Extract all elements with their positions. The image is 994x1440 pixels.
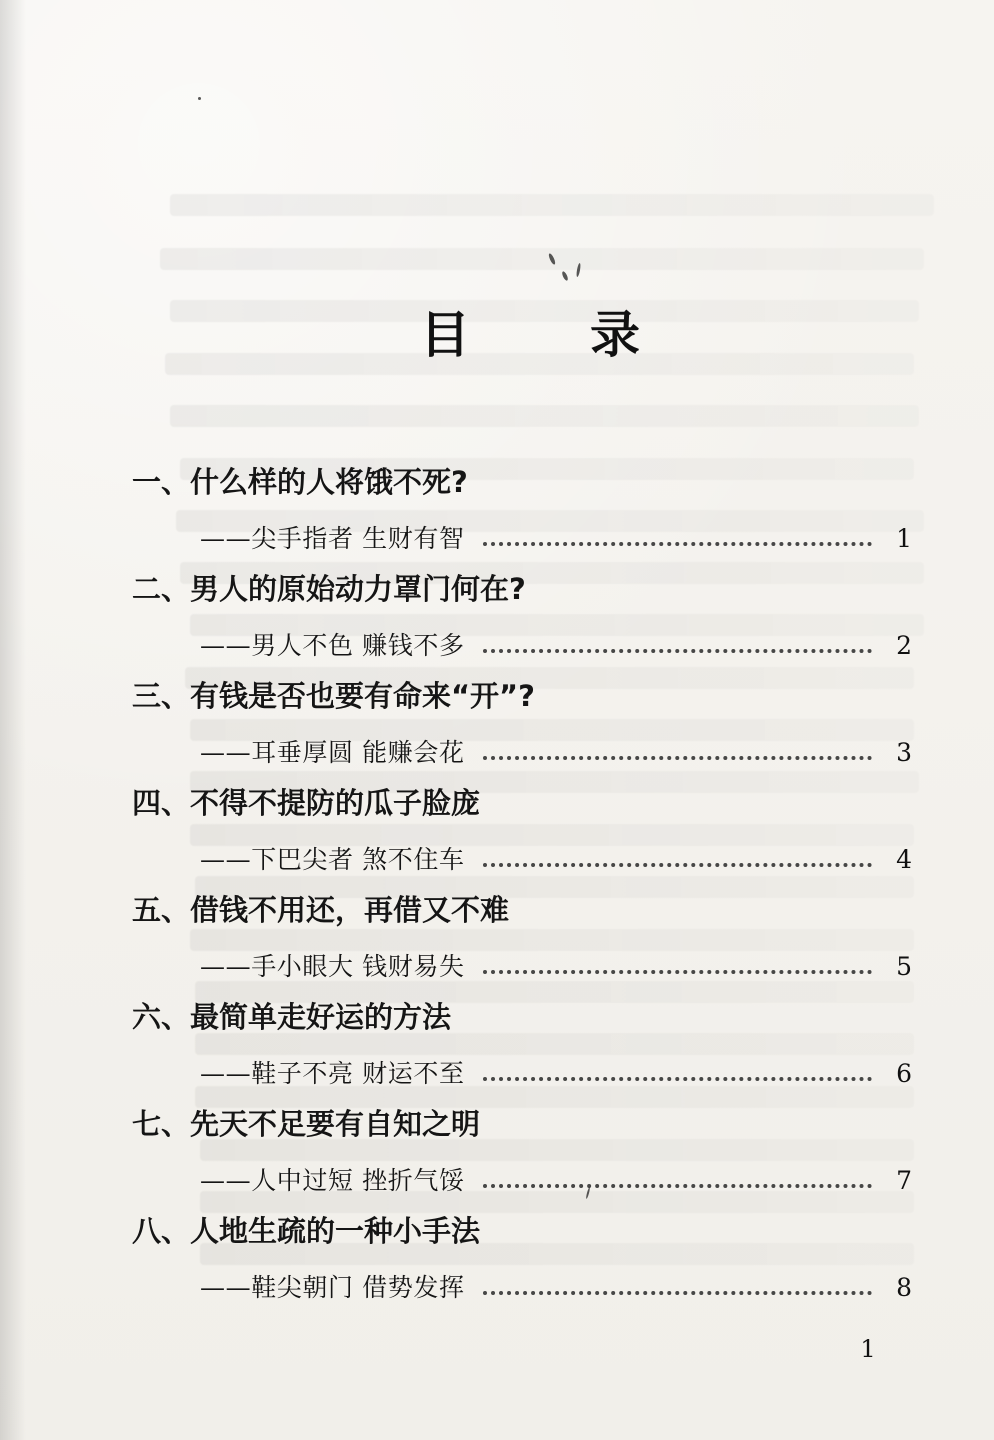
toc-entry-subline	[200, 954, 912, 979]
toc-entry-title: 八、人地生疏的一种小手法	[132, 1214, 481, 1248]
toc-page-number: 2	[896, 631, 912, 660]
dot-leader	[483, 970, 872, 974]
toc-entry-title: 六、最简单走好运的方法	[132, 1000, 452, 1034]
toc-entry-subline	[200, 1061, 912, 1086]
toc-entry-subtitle: ——男人不色 赚钱不多	[200, 631, 465, 660]
toc-page-number: 8	[896, 1273, 912, 1302]
footer-page-number: 1	[860, 1335, 876, 1363]
toc-page-number: 6	[896, 1059, 912, 1088]
toc-entry-title: 七、先天不足要有自知之明	[132, 1107, 481, 1141]
dot-leader	[483, 1291, 872, 1295]
dot-leader	[483, 649, 872, 653]
toc-entry-subtitle: ——下巴尖者 煞不住车	[200, 845, 465, 874]
toc-entry-subtitle: ——鞋子不亮 财运不至	[200, 1059, 465, 1088]
page-title-char-2: 录	[590, 305, 640, 364]
toc-entry-subline	[200, 633, 912, 658]
toc-entry-7	[132, 1107, 922, 1217]
toc-entry-title: 二、男人的原始动力罩门何在?	[132, 572, 526, 606]
toc-entry-subtitle: ——手小眼大 钱财易失	[200, 952, 465, 981]
toc-entry-title: 五、借钱不用还，再借又不难	[132, 893, 510, 927]
toc-page-number: 4	[896, 845, 912, 874]
toc-entry-subline	[200, 740, 912, 765]
toc-page-number: 5	[896, 952, 912, 981]
paper-speck	[576, 263, 581, 277]
page-title	[420, 300, 640, 370]
toc-entry-6	[132, 1000, 922, 1110]
dot-leader	[483, 542, 872, 546]
toc-entry-title: 四、不得不提防的瓜子脸庞	[132, 786, 481, 820]
paper-speck	[198, 97, 201, 100]
dot-leader	[483, 863, 872, 867]
toc-entry-title: 一、什么样的人将饿不死?	[132, 465, 468, 499]
dot-leader	[483, 1077, 872, 1081]
toc-entry-2	[132, 572, 922, 682]
toc-page-number: 1	[896, 524, 912, 553]
toc-entry-subtitle: ——鞋尖朝门 借势发挥	[200, 1273, 465, 1302]
toc-entry-8	[132, 1214, 922, 1324]
toc-entry-subline	[200, 847, 912, 872]
paper-speck	[561, 271, 569, 282]
dot-leader	[483, 756, 872, 760]
paper-speck	[548, 253, 557, 266]
toc-page-number: 3	[896, 738, 912, 767]
toc-entry-subline	[200, 1168, 912, 1193]
table-of-contents	[132, 465, 922, 1324]
dot-leader	[483, 1184, 872, 1188]
toc-entry-title: 三、有钱是否也要有命来“开”?	[132, 679, 535, 713]
toc-entry-subline	[200, 1275, 912, 1300]
toc-entry-4	[132, 786, 922, 896]
toc-entry-subtitle: ——尖手指者 生财有智	[200, 524, 465, 553]
toc-entry-1	[132, 465, 922, 575]
toc-entry-subline	[200, 526, 912, 551]
page-title-char-1: 目	[420, 305, 470, 364]
page-spine-shadow	[0, 0, 26, 1440]
toc-entry-5	[132, 893, 922, 1003]
toc-page-number: 7	[896, 1166, 912, 1195]
toc-entry-subtitle: ——耳垂厚圆 能赚会花	[200, 738, 465, 767]
toc-entry-subtitle: ——人中过短 挫折气馁	[200, 1166, 465, 1195]
toc-entry-3	[132, 679, 922, 789]
